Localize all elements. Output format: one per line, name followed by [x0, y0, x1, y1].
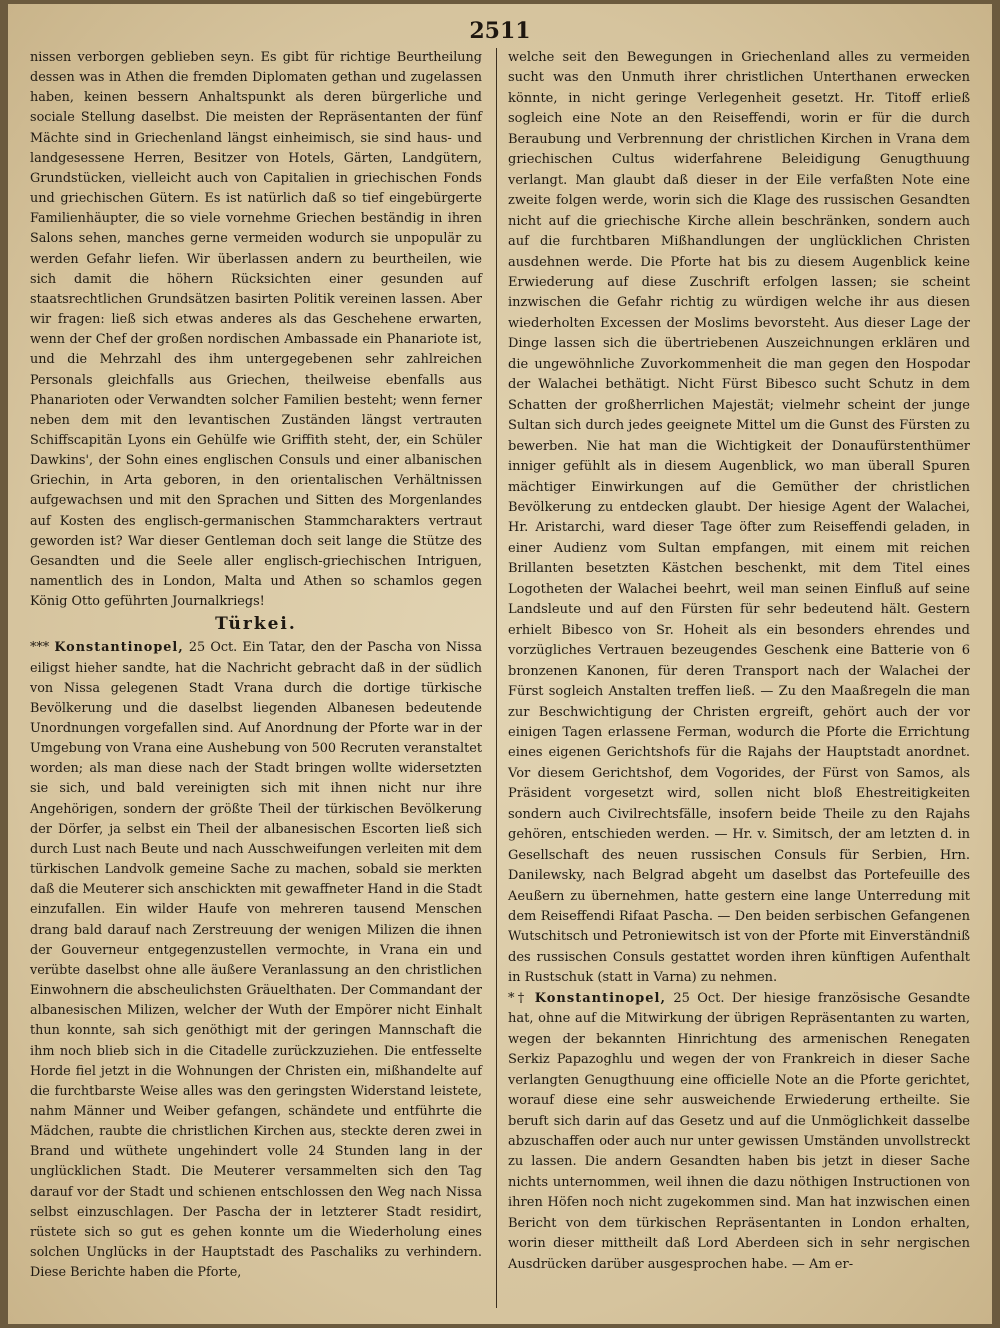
page-number: 2511: [469, 18, 531, 44]
newspaper-page: [8, 4, 992, 1324]
left-column: [30, 48, 482, 1283]
dateline-date: 25 Oct.: [673, 990, 725, 1006]
column-divider: [496, 48, 497, 1308]
constantinople-report-french-envoy: [508, 989, 970, 1275]
article-body: Der hiesige französische Gesandte hat, ohne auf die Mitwirkung der übrigen Repräsentanten zu warten, wegen der bekannten Hinrichtung des armenischen Renegaten Serkiz Papazoghlu und wegen der von Frankreich in dieser Sache verlangten Genugthuung eine officielle Note an die Pforte gerichtet, worauf diese eine sehr ausweichende Erwiederung ertheilte. Sie beruft sich darin auf das Gesetz und auf die Unmöglichkeit dasselbe abzuschaffen oder auch nur unter gewissen Umständen unvollstreckt zu lassen. Die andern Gesandten haben bis jetzt in dieser Sache nichts unternommen, weil ihnen die dazu nöthigen Instructionen von ihren Höfen noch nicht zugekommen sind. Man hat inzwischen einen Bericht von dem türkischen Repräsentanten in London erhalten, worin dieser mittheilt daß Lord Aberdeen sich in sehr nergischen Ausdrücken darüber ausgesprochen habe. — Am er-: [508, 990, 971, 1272]
dateline-place: Konstantinopel,: [534, 990, 666, 1006]
dateline-marker: *†: [508, 990, 528, 1006]
dateline-date: 25 Oct.: [188, 640, 238, 656]
greek-article-continuation: nissen verborgen geblieben seyn. Es gibt für richtige Beurtheilung dessen was in Athen die fremden Diplomaten gethan und zugelassen haben, keinen bessern Anhaltspunkt als deren bürgerliche und sociale Stellung daselbst. Die meisten der Repräsentanten der fünf Mächte sind in Griechenland längst einheimisch, sie sind haus- und landgesessene Herren, Besitzer von Hotels, Gärten, Landgütern, Grundstücken, vielleicht auch von Capitalien in griechischen Fonds und griechischen Gütern. Es ist natürlich daß so tief eingebürgerte Familienhäupter, die so viele vornehme Griechen beständig in ihren Salons sehen, manches gerne vermeiden wodurch sie unpopulär zu werden Gefahr liefen. Wir überlassen andern zu beurtheilen, wie sich damit die höhern Rücksichten einer gesunden auf staatsrechtlichen Grundsätzen basirten Politik vereinen lassen. Aber wir fragen: ließ sich etwas anderes als das Geschehene erwarten, wenn der Chef der großen nordischen Ambassade ein Phanariote ist, und die Mehrzahl des ihm untergegebenen sehr zahlreichen Personals gleichfalls aus Griechen, theilweise ebenfalls aus Phanarioten oder Verwandten solcher Familien besteht; wenn ferner neben dem mit den levantischen Zuständen längst vertrauten Schiffscapitän Lyons ein Gehülfe wie Griffith steht, der, ein Schüler Dawkins', der Sohn eines englischen Consuls und einer albanischen Griechin, in Arta geboren, in den orientalischen Verhältnissen aufgewachsen und mit den Sprachen und Sitten des Morgenlandes auf Kosten des englisch-germanischen Stammcharakters vertraut geworden ist? War dieser Gentleman doch seit lange die Stütze des Gesandten und die Seele aller englisch-griechischen Intriguen, namentlich des in London, Malta und Athen so schamlos gegen König Otto geführten Journalkriegs!: [30, 50, 482, 610]
constantinople-report-vrana: [30, 638, 482, 1283]
right-column: [508, 48, 970, 1275]
constantinople-report-continuation: welche seit den Bewegungen in Griechenland alles zu vermeiden sucht was den Unmuth ihrer christlichen Unterthanen erwecken könnte, in nicht geringe Verlegenheit gesetzt. Hr. Titoff erließ sogleich eine Note an den Reiseffendi, worin er für die durch Beraubung und Verbrennung der christlichen Kirchen in Vrana dem griechischen Cultus widerfahrene Beleidigung Genugthuung verlangt. Man glaubt daß dieser in der Eile verfaßten Note eine zweite folgen werde, worin sich die Klage des russischen Gesandten nicht auf die griechische Kirche allein beschränken, sondern auch auf die furchtbaren Mißhandlungen der unglücklichen Christen ausdehnen werde. Die Pforte hat bis zu diesem Augenblick keine Erwiederung auf diese Zuschrift erfolgen lassen; sie scheint inzwischen die Gefahr richtig zu würdigen welche ihr aus diesen wiederholten Excessen der Moslims bevorsteht. Aus dieser Lage der Dinge lassen sich die übertriebenen Auszeichnungen erklären und die ungewöhnliche Zuvorkommenheit die man gegen den Hospodar der Walachei bethätigt. Nicht Fürst Bibesco sucht Schutz in dem Schatten der großherrlichen Majestät; vielmehr scheint der junge Sultan sich durch jedes geeignete Mittel um die Gunst des Fürsten zu bewerben. Nie hat man die Wichtigkeit der Donaufürstenthümer inniger gefühlt als in diesem Augenblick, wo man überall Spuren mächtiger Einwirkungen auf die Gemüther der christlichen Bevölkerung zu entdecken glaubt. Der hiesige Agent der Walachei, Hr. Aristarchi, ward dieser Tage öfter zum Reiseffendi geladen, in einer Audienz vom Sultan empfangen, mit einem mit reichen Brillanten besetzten Kästchen beschenkt, mit dem Titel eines Logotheten der Walachei beehrt, weil man seinen Einfluß auf seine Landsleute und auf den Fürsten für sehr bedeutend hält. Gestern erhielt Bibesco von Sr. Hoheit als ein besonders ehrendes und vorzügliches Vertrauen bezeugendes Geschenk eine Batterie von 6 bronzenen Kanonen, für deren Transport nach der Walachei der Fürst sogleich Anstalten treffen ließ. — Zu den Maaßregeln die man zur Beschwichtigung der Christen ergreift, gehört auch der vor einigen Tagen erlassene Ferman, wodurch die Pforte die Errichtung eines eigenen Gerichtshofs für die Rajahs der Hauptstadt anordnet. Vor diesem Gerichtshof, dem Vogorides, der Fürst von Samos, als Präsident vorgesetzt wird, sollen nicht bloß Ehestreitigkeiten sondern auch Civilrechtsfälle, insofern beide Theile zu den Rajahs gehören, entschieden werden. — Hr. v. Simitsch, der am letzten d. in Gesellschaft des neuen russischen Consuls für Serbien, Hrn. Danilewsky, nach Belgrad abgeht um daselbst das Portefeuille des Aeußern zu übernehmen, hatte gestern eine lange Unterredung mit dem Reiseffendi Rifaat Pascha. — Den beiden serbischen Gefangenen Wutschitsch und Petroniewitsch ist von der Pforte mit Einverständniß des russischen Consuls gestattet worden ihren künftigen Aufenthalt in Rustschuk (statt in Varna) zu nehmen.: [508, 50, 971, 986]
dateline-marker: ***: [30, 640, 50, 656]
dateline-place: Konstantinopel,: [54, 640, 184, 656]
section-heading-tuerkei: Türkei.: [215, 614, 297, 635]
article-body: Ein Tatar, den der Pascha von Nissa eiligst hieher sandte, hat die Nachricht gebracht daß in der südlich von Nissa gelegenen Stadt Vrana durch die dortige türkische Bevölkerung und die daselbst liegenden Albanesen bedeutende Unordnungen vorgefallen sind. Auf Anordnung der Pforte war in der Umgebung von Vrana eine Aushebung von 500 Recruten veranstaltet worden; als man diese nach der Stadt bringen wollte widersetzten sie sich, und bald vereinigten sich mit ihnen nicht nur ihre Angehörigen, sondern der größte Theil der türkischen Bevölkerung der Dörfer, ja selbst ein Theil der albanesischen Escorten ließ sich durch Lust nach Beute und nach Ausschweifungen verleiten mit dem türkischen Landvolk gemeine Sache zu machen, sobald sie merkten daß die Meuterer sich anschickten mit gewaffneter Hand in die Stadt einzufallen. Ein wilder Haufe von mehreren tausend Menschen drang bald darauf nach Zerstreuung der wenigen Milizen die ihnen der Gouverneur entgegenzustellen vermochte, in Vrana ein und verübte daselbst ohne alle äußere Veranlassung an den christlichen Einwohnern die abscheulichsten Gräuelthaten. Der Commandant der albanesischen Milizen, welcher der Wuth der Empörer nicht Einhalt thun konnte, sah sich genöthigt mit der geringen Mannschaft die ihm noch blieb sich in die Citadelle zurückzuziehen. Die entfesselte Horde fiel jetzt in die Wohnungen der Christen ein, mißhandelte auf die furchtbarste Weise alles was den geringsten Widerstand leistete, nahm Männer und Weiber gefangen, schändete und entführte die Mädchen, raubte die christlichen Kirchen aus, steckte deren zwei in Brand und wüthete ungehindert volle 24 Stunden lang in der unglücklichen Stadt. Die Meuterer versammelten sich den Tag darauf vor der Stadt und schienen entschlossen den Weg nach Nissa selbst einzuschlagen. Der Pascha der in letzterer Stadt residirt, rüstete sich so gut es gehen konnte um die Wiederholung eines solchen Unglücks in der Hauptstadt des Paschaliks zu verhindern. Diese Berichte haben die Pforte,: [30, 640, 482, 1281]
